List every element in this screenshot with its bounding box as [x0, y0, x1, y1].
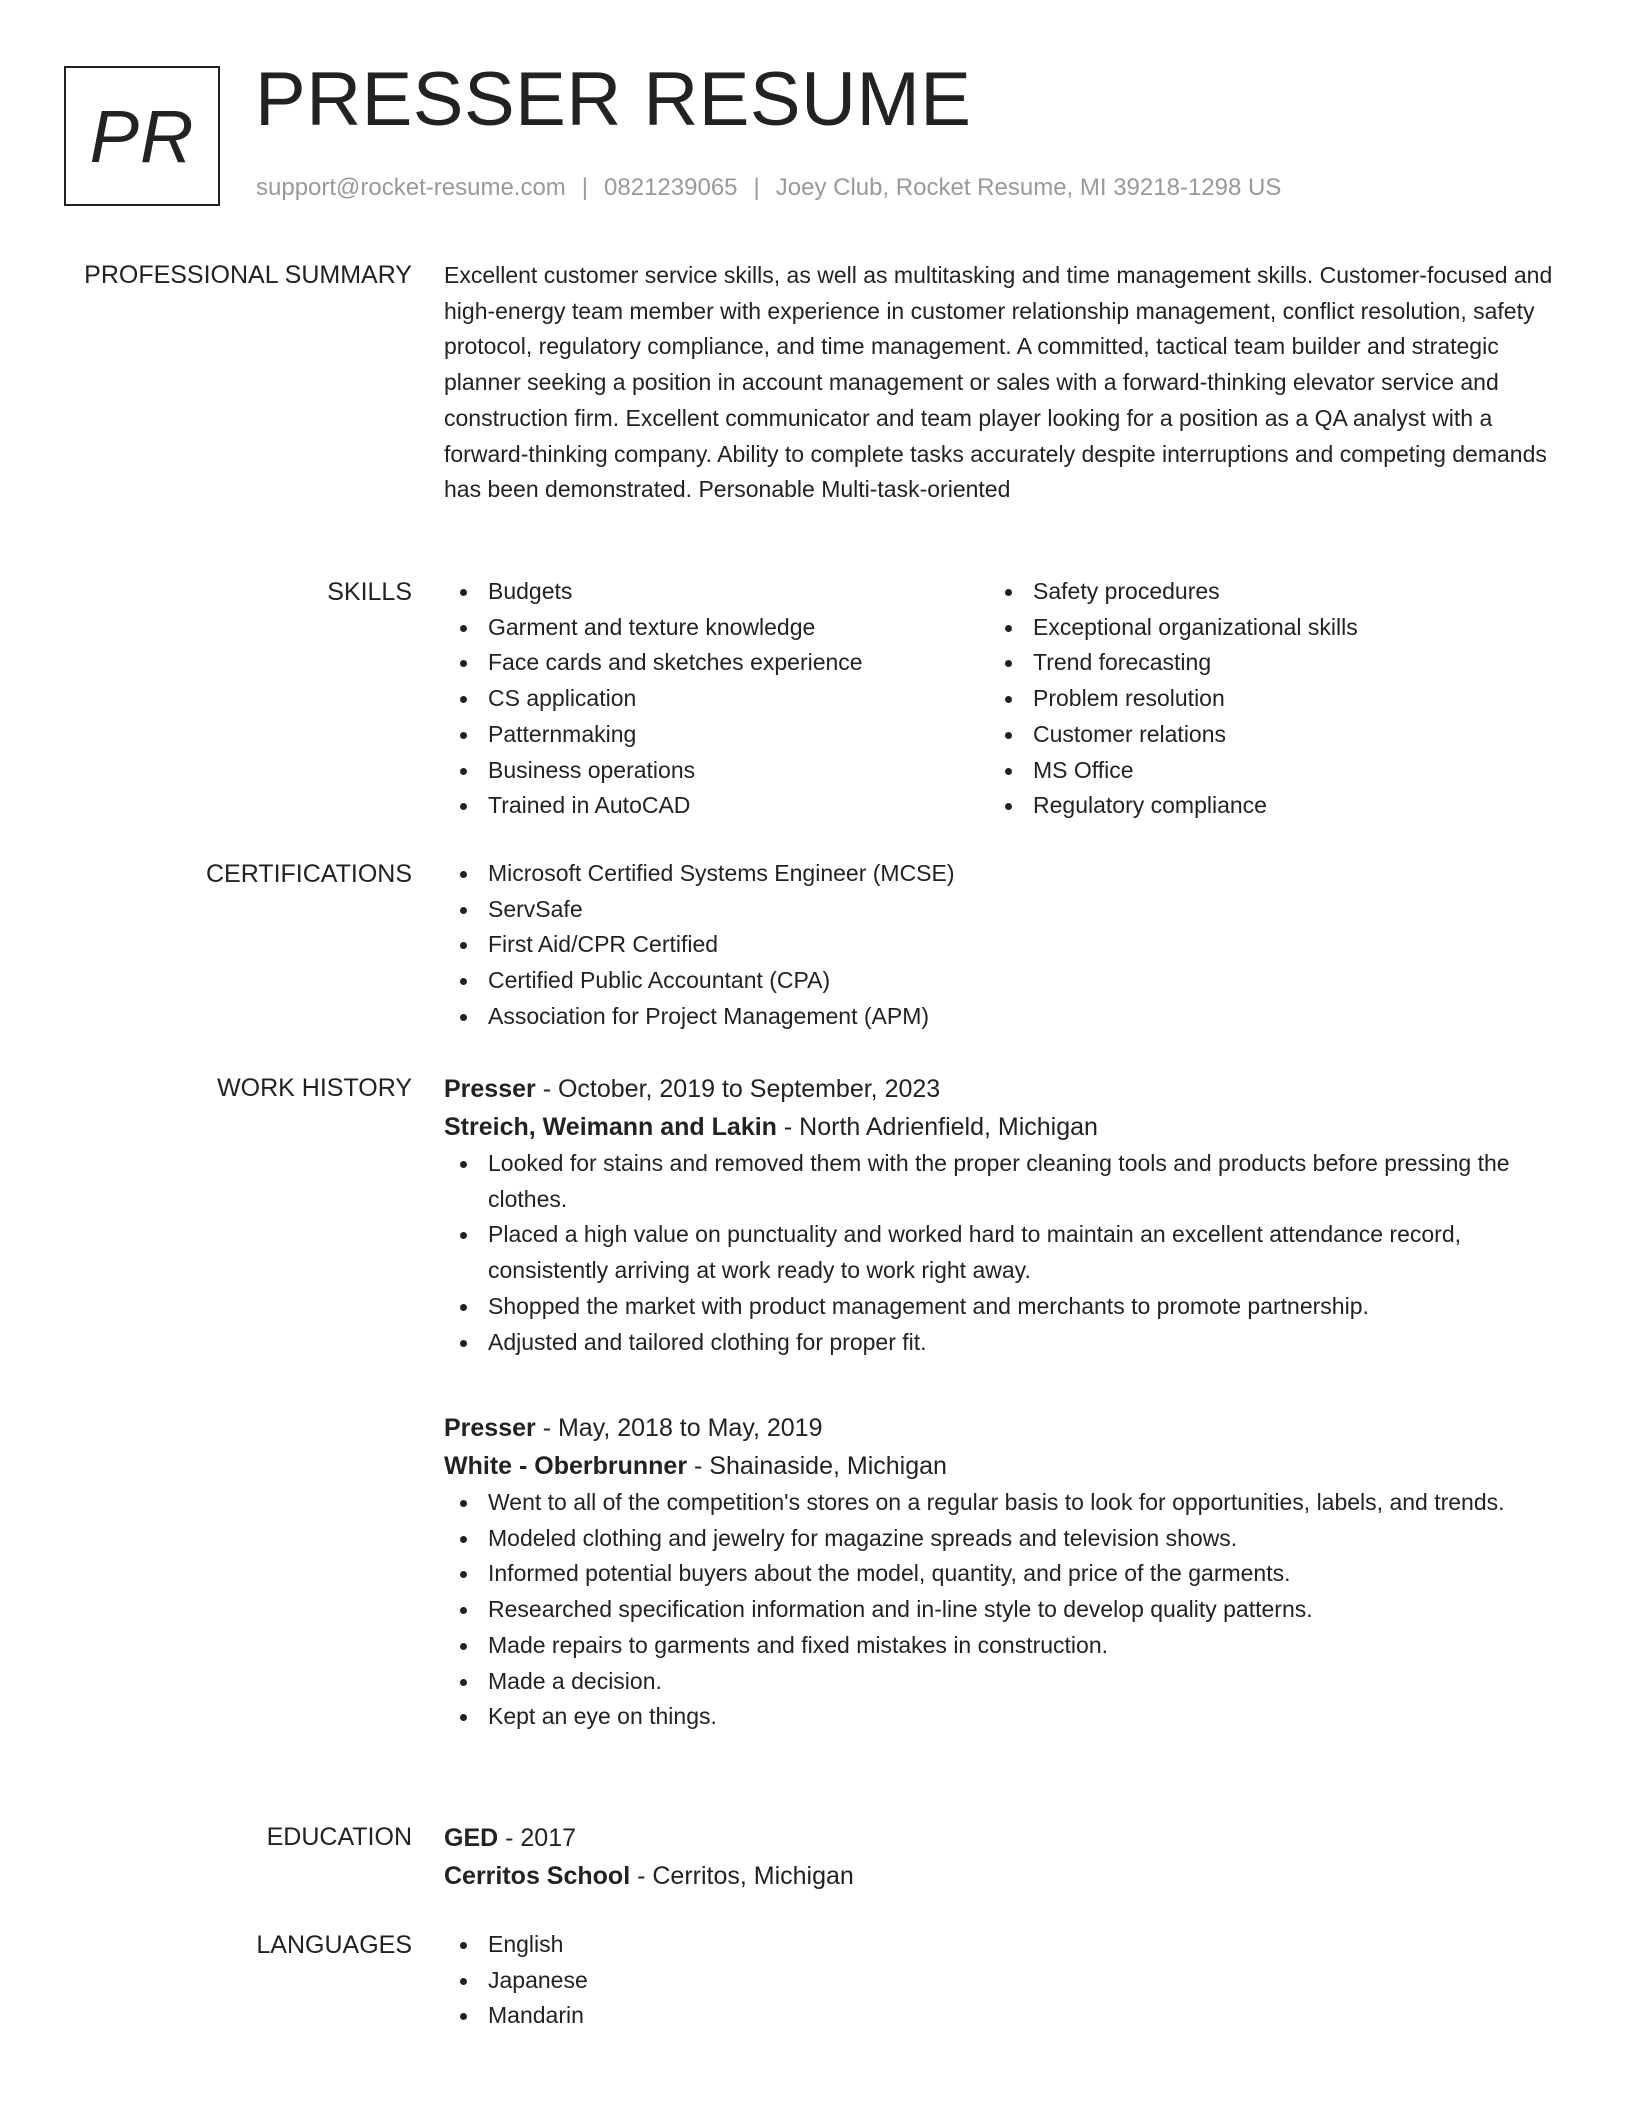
job-dates: - October, 2019 to September, 2023 — [535, 1075, 941, 1103]
skill-item: Budgets — [444, 574, 989, 610]
contact-address: Joey Club, Rocket Resume, MI 39218-1298 US — [775, 174, 1282, 201]
job-company-line — [444, 1447, 1554, 1485]
skills-list-right — [989, 574, 1534, 824]
job-bullet: Modeled clothing and jewelry for magazine spreads and television shows. — [444, 1521, 1554, 1557]
work-history-heading: WORK HISTORY — [217, 1074, 412, 1102]
skill-item: Garment and texture knowledge — [444, 610, 989, 646]
skill-item: Safety procedures — [989, 574, 1534, 610]
languages-body — [444, 1927, 1554, 2034]
language-item: Mandarin — [444, 1998, 1554, 2034]
job-location: - Shainaside, Michigan — [687, 1452, 947, 1480]
summary-text: Excellent customer service skills, as well as multitasking and time management skills. Customer-focused and high-energy team member with experience in customer relationship management, conflict resolution, safety protocol, regulatory compliance, and time management. A committed, tactical team builder and strategic planner seeking a position in account management or sales with a forward-thinking elevator service and construction firm. Excellent communicator and team player looking for a position as a QA analyst with a forward-thinking company. Ability to complete tasks accurately despite interruptions and competing demands has been demonstrated. Personable Multi-task-oriented — [444, 262, 1553, 503]
certification-item: Association for Project Management (APM) — [444, 999, 1554, 1035]
job-bullet: Kept an eye on things. — [444, 1699, 1554, 1735]
job-location: - North Adrienfield, Michigan — [776, 1113, 1098, 1141]
skill-item: Face cards and sketches experience — [444, 645, 989, 681]
education-heading: EDUCATION — [266, 1823, 412, 1851]
school-line — [444, 1857, 1554, 1895]
skill-item: Patternmaking — [444, 717, 989, 753]
job-bullet: Looked for stains and removed them with the proper cleaning tools and products before pressing the clothes. — [444, 1146, 1554, 1217]
job-entry — [444, 1070, 1554, 1360]
language-item: Japanese — [444, 1963, 1554, 1999]
education-body — [444, 1819, 1554, 1895]
skill-item: Regulatory compliance — [989, 788, 1534, 824]
certification-item: Certified Public Accountant (CPA) — [444, 963, 1554, 999]
certifications-body — [444, 856, 1554, 1035]
certifications-list — [444, 856, 1554, 1035]
resume-title: PRESSER RESUME — [255, 57, 972, 142]
school-location: - Cerritos, Michigan — [630, 1862, 854, 1890]
skills-list-left — [444, 574, 989, 824]
job-bullet: Shopped the market with product management and merchants to promote partnership. — [444, 1289, 1554, 1325]
certification-item: Microsoft Certified Systems Engineer (MCSE) — [444, 856, 1554, 892]
job-title-line — [444, 1409, 1554, 1447]
job-title: Presser — [444, 1075, 536, 1103]
degree-line — [444, 1819, 1554, 1857]
job-company: Streich, Weimann and Lakin — [444, 1113, 777, 1141]
job-entry — [444, 1409, 1554, 1735]
monogram-logo: PR — [64, 66, 220, 206]
work-history-body — [444, 1409, 1554, 1735]
job-bullet: Made a decision. — [444, 1664, 1554, 1700]
skill-item: CS application — [444, 681, 989, 717]
contact-separator: | — [753, 174, 760, 201]
job-bullet: Went to all of the competition's stores on a regular basis to look for opportunities, labels, and trends. — [444, 1485, 1554, 1521]
job-bullets — [444, 1485, 1554, 1735]
skills-body — [444, 574, 1554, 824]
skills-heading: SKILLS — [327, 578, 412, 606]
certification-item: ServSafe — [444, 892, 1554, 928]
summary-body — [444, 257, 1554, 508]
contact-separator: | — [581, 174, 589, 201]
degree: GED — [444, 1824, 499, 1852]
skill-item: Trend forecasting — [989, 645, 1534, 681]
skill-item: Trained in AutoCAD — [444, 788, 989, 824]
job-bullet: Researched specification information and in-line style to develop quality patterns. — [444, 1592, 1554, 1628]
skill-item: MS Office — [989, 753, 1534, 789]
school-name: Cerritos School — [444, 1862, 631, 1890]
job-company-line — [444, 1108, 1554, 1146]
contact-phone[interactable]: 0821239065 — [604, 174, 738, 201]
job-dates: - May, 2018 to May, 2019 — [535, 1414, 823, 1442]
languages-list — [444, 1927, 1554, 2034]
job-bullet: Informed potential buyers about the model, quantity, and price of the garments. — [444, 1556, 1554, 1592]
skill-item: Customer relations — [989, 717, 1534, 753]
job-title-line — [444, 1070, 1554, 1108]
languages-heading: LANGUAGES — [256, 1931, 412, 1959]
skill-item: Problem resolution — [989, 681, 1534, 717]
job-title: Presser — [444, 1414, 536, 1442]
certifications-heading: CERTIFICATIONS — [205, 860, 412, 888]
contact-email[interactable]: support@rocket-resume.com — [256, 174, 566, 201]
job-bullet: Placed a high value on punctuality and worked hard to maintain an excellent attendance record, consistently arriving at work ready to work right away. — [444, 1217, 1554, 1288]
work-history-body — [444, 1070, 1554, 1360]
job-bullet: Adjusted and tailored clothing for proper fit. — [444, 1325, 1554, 1361]
job-company: White - Oberbrunner — [444, 1452, 688, 1480]
degree-year: - 2017 — [498, 1824, 577, 1852]
summary-heading: PROFESSIONAL SUMMARY — [84, 261, 412, 289]
skill-item: Exceptional organizational skills — [989, 610, 1534, 646]
skill-item: Business operations — [444, 753, 989, 789]
certification-item: First Aid/CPR Certified — [444, 927, 1554, 963]
language-item: English — [444, 1927, 1554, 1963]
job-bullet: Made repairs to garments and fixed mistakes in construction. — [444, 1628, 1554, 1664]
job-bullets — [444, 1146, 1554, 1360]
contact-line — [256, 174, 1281, 202]
